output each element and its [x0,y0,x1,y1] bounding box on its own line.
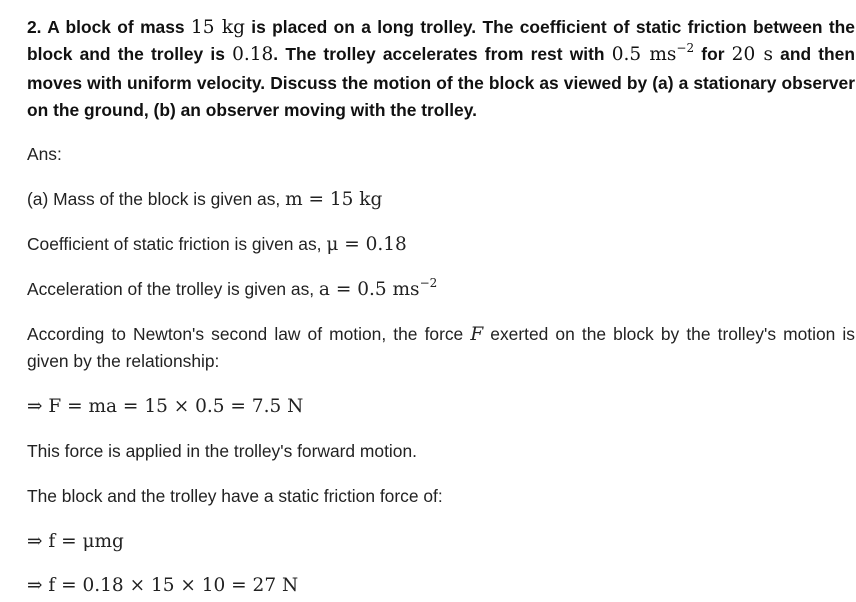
math-coefficient: 0.18 [232,44,274,65]
force-equation: ⇒ F = ma = 15 × 0.5 = 7.5 N [27,396,304,417]
question-part: 2. A block of mass [27,17,191,37]
friction-equation-1: ⇒ f = μmg [27,531,124,552]
mass-text: (a) Mass of the block is given as, [27,189,286,209]
mu-text: Coefficient of static friction is given as, [27,234,327,254]
question-part: is placed on a long trolley. The coefficient of static friction between the block and the trolley is [27,17,855,64]
math-mass: 15 kg [190,17,245,38]
math-exponent: −2 [419,276,438,290]
math-exponent: −2 [676,41,695,55]
math-value: a = 0.5 ms [318,279,420,300]
math-value: 0.5 ms [611,44,677,65]
mass-math: m = 15 kg [285,189,383,210]
newton-text: According to Newton's second law of motion, the force [27,324,471,344]
math-force-symbol: F [470,324,484,345]
mu-math: μ = 0.18 [326,234,407,255]
mass-line [27,186,382,213]
mu-line [27,231,407,258]
acceleration-math [318,276,438,300]
friction-equation-2: ⇒ f = 0.18 × 15 × 10 = 27 N [27,575,299,596]
question-text [27,14,855,124]
applied-text: This force is applied in the trolley's forward motion. [27,441,417,461]
newton-paragraph [27,321,855,375]
question-part: for [694,44,732,64]
math-acceleration [611,41,695,65]
acceleration-line [27,276,437,305]
acceleration-text: Acceleration of the trolley is given as, [27,279,319,299]
question-part: . The trolley accelerates from rest with [273,44,612,64]
friction-text: The block and the trolley have a static friction force of: [27,486,443,506]
newton-text: exerted on the block by the trolley's motion is given by the relationship: [27,324,855,371]
math-time: 20 s [731,44,773,65]
question-part: and then moves with uniform velocity. Discuss the motion of the block as viewed by (a) a stationary observer on the ground, (b) an observer moving with the trolley. [27,44,855,120]
ans-label: Ans: [27,144,62,164]
